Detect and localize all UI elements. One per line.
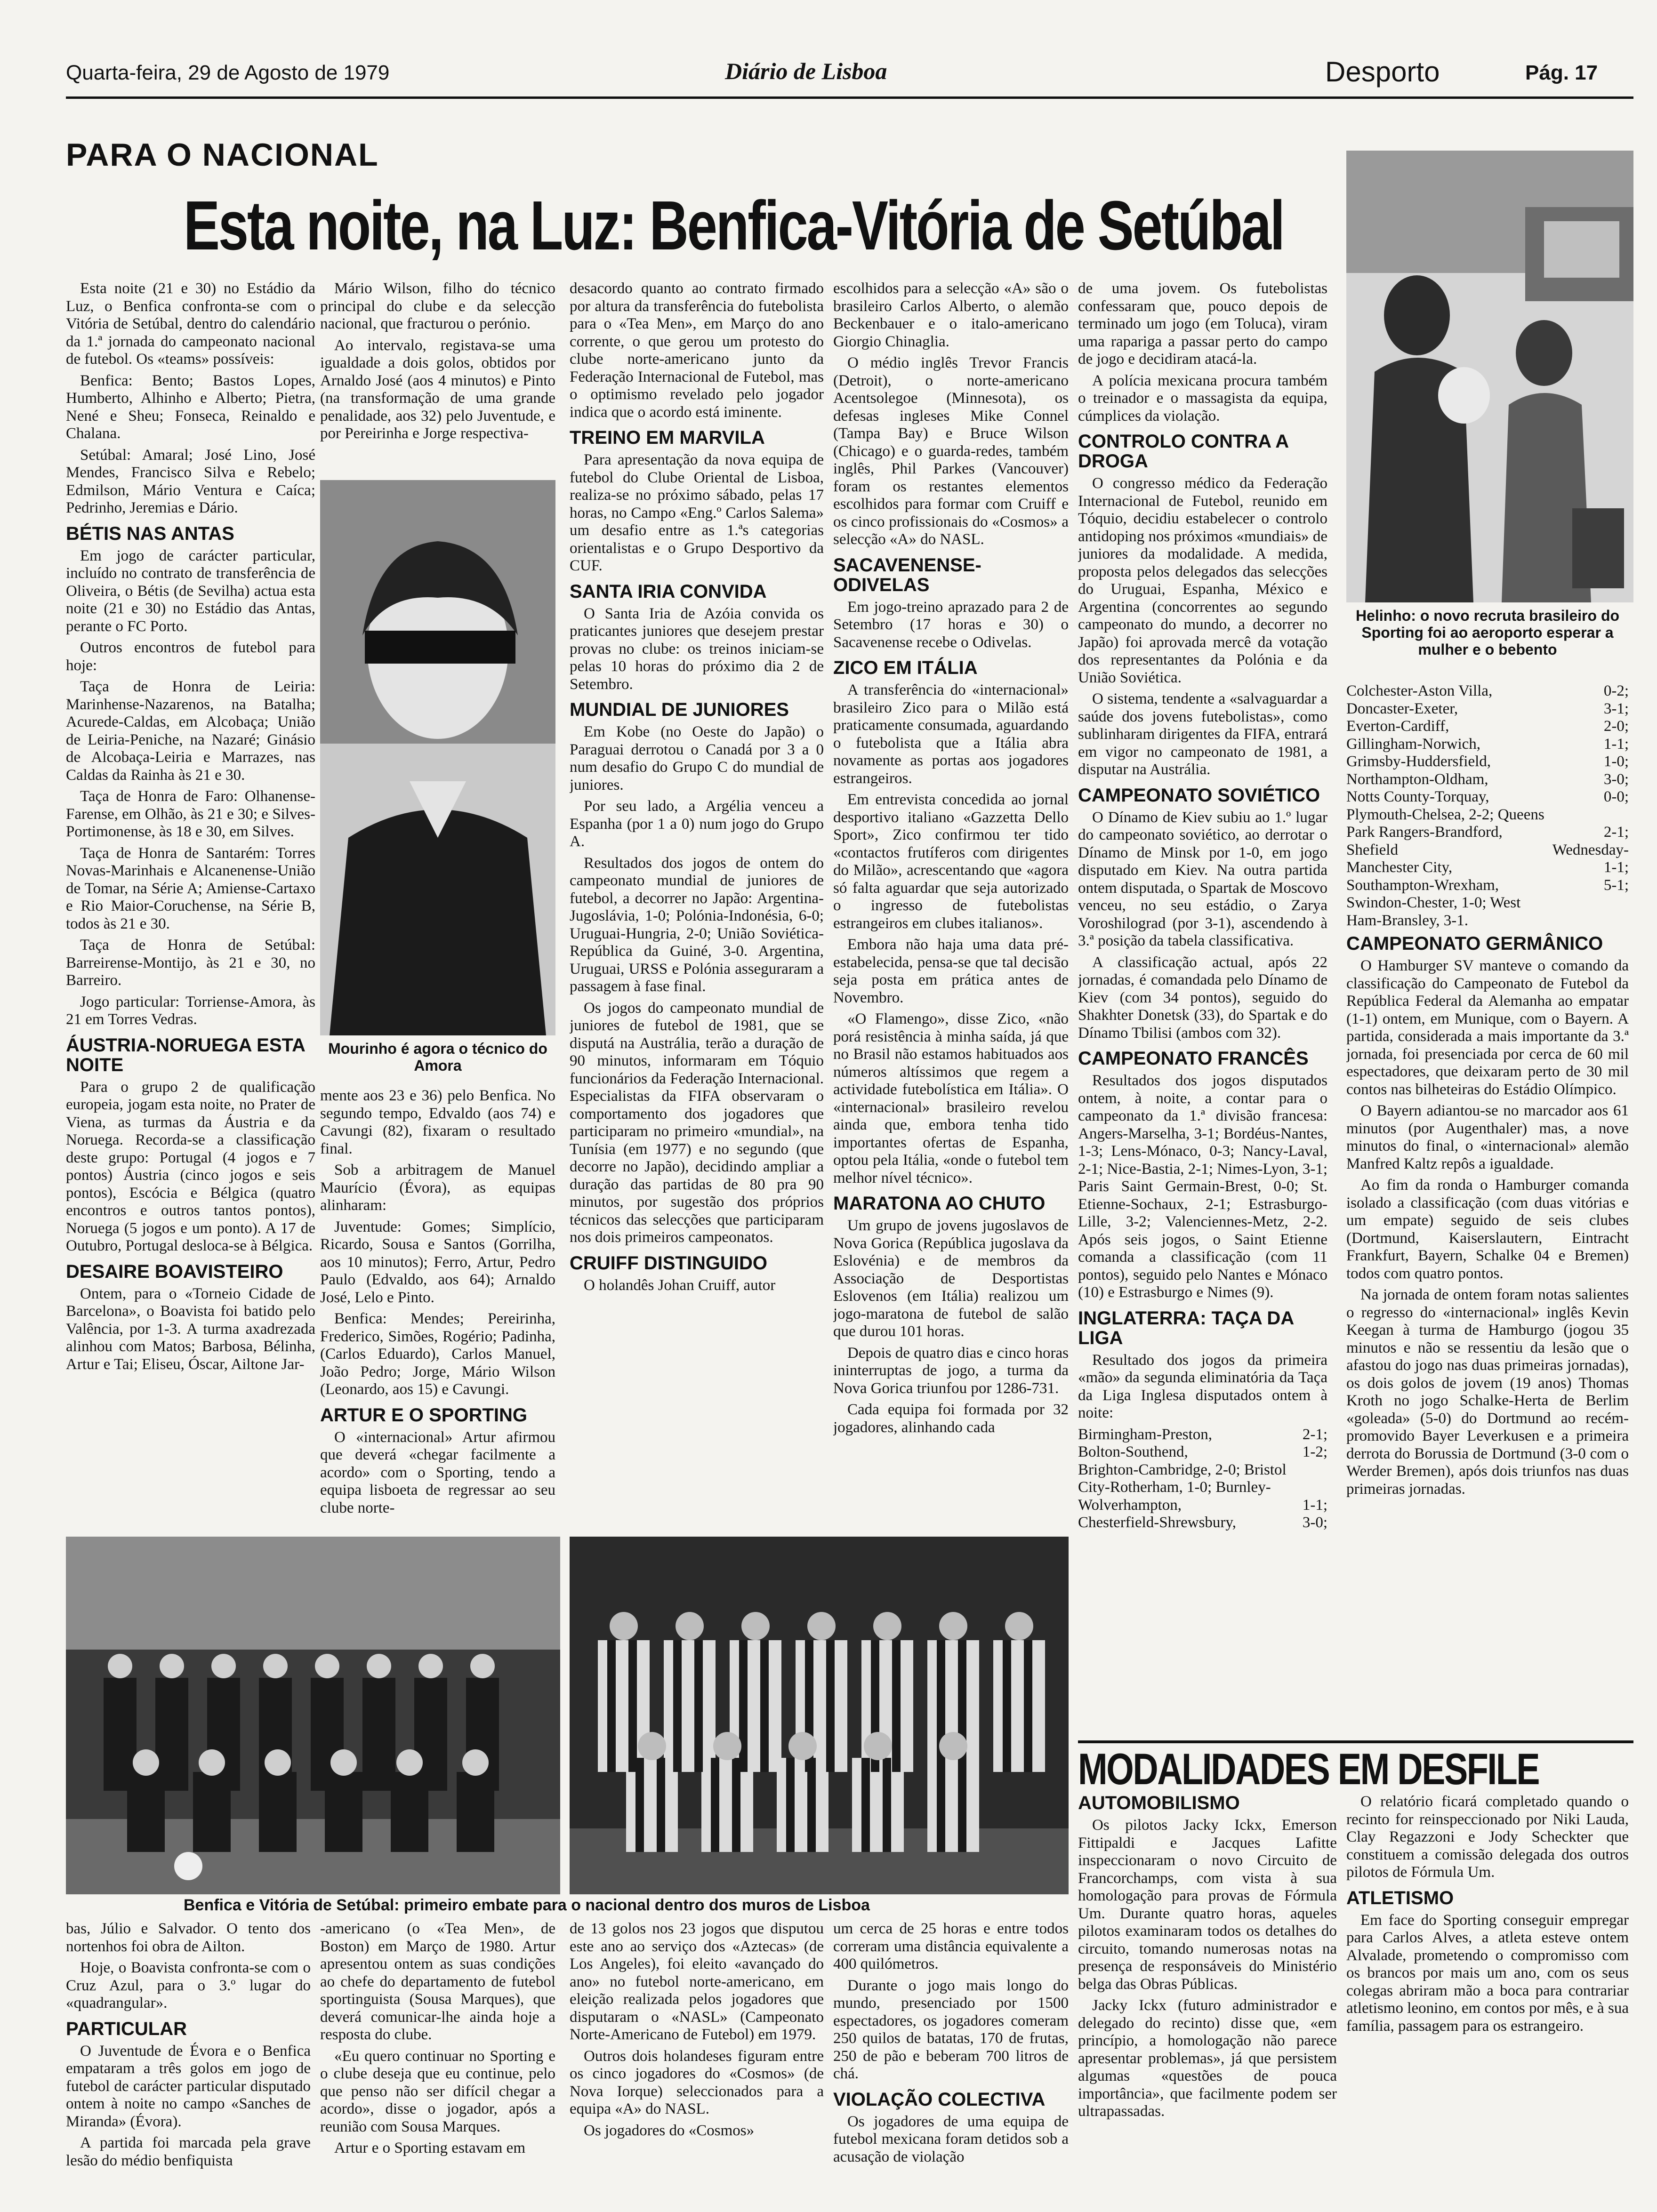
team-photo-caption: Benfica e Vitória de Setúbal: primeiro embate para o nacional dentro dos muros de Lisboa xyxy=(184,1896,870,1914)
result-row xyxy=(1078,1514,1327,1532)
article-paragraph: O «internacional» Artur afirmou que deverá «chegar facilmente a acordo» com o Sporting, tendo a equipa lisboeta de regressar ao seu clube norte- xyxy=(320,1428,555,1516)
result-score: 0-0; xyxy=(1603,788,1629,805)
article-paragraph: Resultados dos jogos disputados ontem, à noite, a contar para o campeonato da 1.ª divisão francesa: Angers-Marselha, 3-1; Bordéus-Nantes, 1-3; Lens-Mónaco, 0-3; Nancy-Laval, 2-1; Nice-Bastia, 2-1; Nimes-Lyon, 3-1; Paris Saint Germain-Brest, 0-0; St. Etienne-Sochaux, 2-1; Estrasburgo-Lille, 3-2; Valenciennes-Metz, 2-2. Após seis jogos, o Saint Etienne comanda a classificação (com 11 pontos), seguido pelo Nantes e Mónaco (10) e Estrasburgo e Nimes (9). xyxy=(1078,1072,1327,1301)
column-5 xyxy=(1078,280,1327,1734)
result-score: 2-1; xyxy=(1603,824,1629,841)
article-paragraph: Em jogo de carácter particular, incluído no contrato de transferência de Oliveira, o Bétis (de Sevilha) actua esta noite (21 e 30) no Estádio das Antas, perante o FC Porto. xyxy=(66,547,315,635)
issue-date: Quarta-feira, 29 de Agosto de 1979 xyxy=(66,61,390,84)
article-paragraph: A classificação actual, após 22 jornadas, é comandada pelo Dínamo de Kiev (com 34 pontos), seguido do Shakhter Donetsk (33), do Spartak e do Dínamo Tbilisi (ambos com 32). xyxy=(1078,954,1327,1042)
column-2-top xyxy=(320,280,555,478)
article-paragraph: O congresso médico da Federação Internacional de Futebol, reunido em Tóquio, decidiu estabelecer o controlo antidoping nos próximos «mundiais» de juniores da modalidade. A medida, proposta pelos delegados das selecções do Uruguai, Espanha, México e Argentina (concorrentes ao segundo campeonato do mundo, a decorrer no Japão) foi aprovada mercê da votação dos representantes da Polónia e da União Soviética. xyxy=(1078,475,1327,686)
article-paragraph: Resultado dos jogos da primeira «mão» da segunda eliminatória da Taça da Liga Inglesa disputados ontem à noite: xyxy=(1078,1351,1327,1421)
article-paragraph: Benfica: Mendes; Pereirinha, Frederico, Simões, Rogério; Padinha, (Carlos Eduardo), Carlos Manuel, João Pedro; Jorge, Mário Wilson (Leonardo, aos 15) e Cavungi. xyxy=(320,1310,555,1398)
article-paragraph: «O Flamengo», disse Zico, «não porá resistência à minha saída, já que no Brasil não estamos habituados aos números altíssimos que regem a actividade futebolística em Itália». O «internacional» brasileiro revelou ainda que, embora tenha tido importantes ofertas de Espanha, optou pela Itália, «onde o futebol tem melhor nível técnico». xyxy=(833,1010,1069,1186)
result-row xyxy=(1346,806,1629,824)
article-paragraph: Ontem, para o «Torneio Cidade de Barcelona», o Boavista foi batido pelo Valência, por 1-3. A turma axadrezada alinhou com Matos; Barbosa, Bélinha, Artur e Tai; Eliseu, Óscar, Ailtone Jar- xyxy=(66,1285,315,1373)
subheading: MARATONA AO CHUTO xyxy=(833,1193,1046,1214)
column-4 xyxy=(833,280,1069,1527)
article-paragraph: mente aos 23 e 36) pelo Benfica. No segundo tempo, Edvaldo (aos 74) e Cavungi (82), fixaram o resultado final. xyxy=(320,1087,555,1157)
article-paragraph: O holandês Johan Cruiff, autor xyxy=(584,1276,776,1294)
result-row xyxy=(1078,1497,1327,1515)
column-2-bottom xyxy=(320,1087,555,1530)
photo-helinho-airport xyxy=(1346,151,1633,602)
article-paragraph: O Hamburger SV manteve o comando da classificação do Campeonato de Futebol da República Federal da Alemanha ao empatar (1-1) ontem, em Munique, com o Bayern. A partida, considerada a mais importante da 3.ª jornada, foi presenciada por cerca de 60 mil espectadores, que deixaram perto de 30 mil contos nas bilheteiras do Estádio Olímpico. xyxy=(1346,957,1629,1098)
article-paragraph: Um grupo de jovens jugoslavos de Nova Gorica (República jugoslava da Eslovénia) e de membros da Associação de Desportistas Eslovenos (em Itália) realizou um jogo-maratona de futebol de salão que durou 101 horas. xyxy=(833,1217,1069,1340)
result-score: 1-1; xyxy=(1302,1496,1327,1514)
subheading: DESAIRE BOAVISTEIRO xyxy=(66,1261,283,1282)
article-paragraph: Taça de Honra de Santarém: Torres Novas-Marinhais e Alcanenense-União de Tomar, na Série A; Amiense-Cartaxo e Rio Maior-Coruchense, na Série B, todos às 21 e 30. xyxy=(66,844,315,932)
result-match: Colchester-Aston Villa, xyxy=(1346,682,1493,699)
result-score: 0-2; xyxy=(1603,682,1629,699)
bottom-column-1 xyxy=(66,1920,311,2193)
result-score: 1-0; xyxy=(1603,753,1629,770)
result-row xyxy=(1346,736,1629,753)
subheading: ÁUSTRIA-NORUEGA ESTA NOITE xyxy=(66,1034,305,1075)
photo-caption: Helinho: o novo recruta brasileiro do Sporting foi ao aeroporto esperar a mulher e o bebento xyxy=(1355,607,1620,658)
article-paragraph: Em face do Sporting conseguir empregar para Carlos Alves, a atleta esteve ontem Alvalade, prometendo o compromisso com os brancos por mais um ano, com os seus colegas abriram mão a boca para contrariar atletismo leonino, em contos por mês, e à sua família, passagem para os estrangeiro. xyxy=(1346,1911,1629,2035)
article-paragraph: Em Kobe (no Oeste do Japão) o Paraguai derrotou o Canadá por 3 a 0 num desafio do Grupo C do mundial de juniores. xyxy=(570,723,824,793)
subheading: SACAVENENSE-ODIVELAS xyxy=(833,554,981,595)
modalidades-title: MODALIDADES EM DESFILE xyxy=(1078,1744,1539,1794)
result-score: 3-1; xyxy=(1603,700,1629,717)
article-paragraph: Taça de Honra de Leiria: Marinhense-Nazarenos, na Batalha; Acurede-Caldas, em Alcobaça; União de Leiria-Peniche, na Nazaré; Ginásio de Alcobaça-Leiria e Marrazes, nas Caldas da Rainha às 21 e 30. xyxy=(66,678,315,784)
article-paragraph: A transferência do «internacional» brasileiro Zico para o Milão está praticamente consumada, aguardando o futebolista que a Itália abra novamente as portas aos jogadores estrangeiros. xyxy=(833,681,1069,787)
english-cup-results xyxy=(1346,682,1629,930)
article-paragraph: Em entrevista concedida ao jornal desportivo italiano «Gazzetta Dello Sport», Zico confirmou ter tido «contactos frutíferos com dirigentes do Milão», acrescentando que «agora só falta aguardar que seja autorizado o ingresso de futebolistas estrangeiros em clubes italianos». xyxy=(833,791,1069,932)
article-paragraph: de 13 golos nos 23 jogos que disputou este ano ao serviço dos «Aztecas» (de Los Angeles), foi eleito «avançado do ano» no futebol norte-americano, em eleição realizada pelos jogadores que disputaram o «NASL» (Campeonato Norte-Americano de Futebol) em 1979. xyxy=(570,1920,824,2043)
article-paragraph: O Santa Iria de Azóia convida os praticantes juniores que desejem prestar provas no clube: os treinos iniciam-se pelas 10 horas do próximo dia 2 de Setembro. xyxy=(570,605,824,693)
result-row xyxy=(1346,824,1629,842)
article-paragraph: Outros dois holandeses figuram entre os cinco jogadores do «Cosmos» (de Nova Iorque) seleccionados para a equipa «A» do NASL. xyxy=(570,2047,824,2117)
airport-photo-illustration xyxy=(1346,151,1633,602)
results-list xyxy=(1078,1426,1327,1532)
result-match: Wolverhampton, xyxy=(1078,1496,1182,1514)
article-paragraph: O sistema, tendente a «salvaguardar a saúde dos jovens futebolistas», como sublinharam dirigentes da FIFA, entrará em vigor no campeonato de 1981, a disputar na Austrália. xyxy=(1078,690,1327,778)
article-paragraph: Jacky Ickx (futuro administrador e delegado do recinto) disse que, «em princípio, a homologação não parece apresentar problemas», já que persistem algumas «questões de pouca importância», que facilmente podem ser ultrapassadas. xyxy=(1078,1997,1337,2120)
result-row xyxy=(1346,771,1629,789)
article-paragraph: Cada equipa foi formada por 32 jogadores, alinhando cada xyxy=(833,1401,1069,1436)
article-paragraph: Ao fim da ronda o Hamburger comanda isolado a classificação (com duas vitórias e um empate) seguido de seis clubes (Dortmund, Kaiserslautern, Eintracht Frankfurt, Bayern, Schalke 04 e Bremen) todos com quatro pontos. xyxy=(1346,1177,1629,1282)
article-paragraph: «Eu quero continuar no Sporting e o clube deseja que eu continue, pelo que penso não ser difícil chegar a acordo», disse o jogador, após a reunião com Sousa Marques. xyxy=(320,2047,555,2135)
article-paragraph: Sob a arbitragem de Manuel Maurício (Évora), as equipas alinharam: xyxy=(320,1162,555,1214)
result-score: 3-0; xyxy=(1302,1514,1327,1531)
bottom-column-4 xyxy=(833,1920,1069,2193)
article-paragraph: A polícia mexicana procura também o treinador e o massagista da equipa, cúmplices da violação. xyxy=(1078,372,1327,425)
result-row xyxy=(1346,842,1629,859)
result-row xyxy=(1078,1443,1327,1461)
subheading: CAMPEONATO SOVIÉTICO xyxy=(1078,785,1320,806)
result-match: Gillingham-Norwich, xyxy=(1346,735,1481,753)
article-paragraph: O Juventude de Évora e o Benfica empataram a três golos em jogo de futebol de carácter particular disputado ontem à noite no campo «Sanches de Miranda» (Évora). xyxy=(66,2042,311,2130)
result-row xyxy=(1078,1461,1327,1479)
modalidades-rule xyxy=(1078,1740,1633,1743)
result-row xyxy=(1346,700,1629,718)
team-photo-illustration xyxy=(66,1537,560,1894)
subheading: VIOLAÇÃO COLECTIVA xyxy=(833,2089,1046,2110)
article-paragraph: O Bayern adiantou-se no marcador aos 61 minutos (por Augenthaler) mas, a nove minutos do final, o «internacional» alemão Manfred Kaltz repôs a igualdade. xyxy=(1346,1102,1629,1172)
subheading: TREINO EM MARVILA xyxy=(570,427,765,448)
result-score: 2-0; xyxy=(1603,718,1629,735)
portrait-illustration xyxy=(320,480,555,1035)
article-paragraph: de uma jovem. Os futebolistas confessaram que, pouco depois de terminado um jogo (em Toluca), viram uma rapariga a passar perto do campo de jogo e decidiram atacá-la. xyxy=(1078,280,1327,368)
subheading: CRUIFF DISTINGUIDO xyxy=(570,1252,767,1274)
result-row xyxy=(1346,859,1629,877)
article-paragraph: Hoje, o Boavista confronta-se com o Cruz Azul, para o 3.º lugar do «quadrangular». xyxy=(66,1959,311,2012)
result-score: 2-1; xyxy=(1302,1426,1327,1443)
team-photo-illustration xyxy=(570,1537,1069,1894)
result-score: 1-1; xyxy=(1603,735,1629,753)
result-row xyxy=(1346,753,1629,771)
article-paragraph: A partida foi marcada pela grave lesão do médio benfiquista xyxy=(66,2134,311,2169)
article-paragraph: Na jornada de ontem foram notas salientes o regresso do «internacional» inglês Kevin Keegan à turma de Hamburgo (jogou 35 minutos e não se ressentiu da lesão que o afastou do jogo nas duas primeiras jornadas), os dois golos de jovem (19 anos) Thomas Kroth no jogo Schalke-Herta de Berlim «goleada» (5-0) do Dortmund ao recém-promovido Bayer Leverkusen e a primeira derrota do Borussia de Dortmund (3-0 com o Werder Bremen), após dois triunfos nas duas primeiras jornadas. xyxy=(1346,1286,1629,1498)
article-paragraph: Esta noite (21 e 30) no Estádio da Luz, o Benfica confronta-se com o Vitória de Setúbal, dentro do calendário da 1.ª jornada do campeonato nacional de futebol. Os «teams» possíveis: xyxy=(66,280,315,368)
article-paragraph: Os jogos do campeonato mundial de juniores de futebol de 1981, que se disputá na Austrália, terão a duração de 90 minutos, informaram em Tóquio funcionários da Federação Internacional. Especialistas da FIFA observaram o comportamento dos jogadores que participaram no primeiro «mundial», na Tunísia (em 1977) e no segundo (que decorre no Japão), decidindo ampliar a duração das partidas de 80 pra 90 minutos, por sugestão dos próprios técnicos das selecções que participaram nos dois primeiros campeonatos. xyxy=(570,999,824,1246)
subheading: MUNDIAL DE JUNIORES xyxy=(570,699,789,720)
page-number: Pág. 17 xyxy=(1525,61,1598,84)
subheading: CAMPEONATO FRANCÊS xyxy=(1078,1048,1309,1069)
subheading: INGLATERRA: TAÇA DA LIGA xyxy=(1078,1307,1294,1348)
result-match: Grimsby-Huddersfield, xyxy=(1346,753,1491,770)
article-paragraph: Juventude: Gomes; Simplício, Ricardo, Sousa e Santos (Gorrilha, aos 10 minutos); Ferro, Artur, Pedro Paulo (Edvaldo, aos 64); Arnaldo José, Lelo e Pinto. xyxy=(320,1218,555,1306)
subheading: CAMPEONATO GERMÂNICO xyxy=(1346,933,1603,954)
result-row xyxy=(1078,1479,1327,1497)
result-match: Everton-Cardiff, xyxy=(1346,718,1449,735)
result-match: Brighton-Cambridge, 2-0; Bristol xyxy=(1078,1461,1287,1478)
result-score: 1-2; xyxy=(1302,1443,1327,1460)
result-match: Northampton-Oldham, xyxy=(1346,770,1488,788)
result-row xyxy=(1346,718,1629,736)
article-paragraph: Jogo particular: Torriense-Amora, às 21 em Torres Vedras. xyxy=(66,993,315,1028)
article-paragraph: Benfica: Bento; Bastos Lopes, Humberto, Alhinho e Alberto; Pietra, Nené e Sheu; Fonseca, Reinaldo e Chalana. xyxy=(66,372,315,442)
photo-caption: Mourinho é agora o técnico do Amora xyxy=(328,1040,547,1074)
subheading: BÉTIS NAS ANTAS xyxy=(66,523,234,544)
result-match: Park Rangers-Brandford, xyxy=(1346,824,1503,841)
result-match: City-Rotherham, 1-0; Burnley- xyxy=(1078,1479,1271,1496)
header-rule xyxy=(66,96,1633,99)
result-row xyxy=(1346,682,1629,700)
result-row xyxy=(1346,894,1629,912)
subheading: ZICO EM ITÁLIA xyxy=(833,657,978,678)
article-paragraph: Os pilotos Jacky Ickx, Emerson Fittipaldi e Jacques Lafitte inspeccionaram o novo Circuito de Francorchamps, com vista à sua homologação para provas de Fórmula Um. Durante quatro horas, aqueles pilotos examinaram todos os detalhes do circuito, tomando numerosas notas na presença de responsáveis do Ministério belga das Obras Públicas. xyxy=(1078,1817,1337,1993)
article-paragraph: Para o grupo 2 de qualificação europeia, jogam esta noite, no Prater de Viena, as turmas da Áustria e da Noruega. Recorda-se a classificação deste grupo: Portugal (4 jogos e 7 pontos) Áustria (cinco jogos e seis pontos), Escócia e Bélgica (quatro encontros e outros tantos pontos), Noruega (5 jogos e um ponto). A 17 de Outubro, Portugal desloca-se à Bélgica. xyxy=(66,1078,315,1254)
article-paragraph: Depois de quatro dias e cinco horas ininterruptas de jogo, a turma da Nova Gorica triunfou por 1286-731. xyxy=(833,1344,1069,1397)
column-1 xyxy=(66,280,315,1527)
result-row xyxy=(1346,877,1629,895)
result-match: Shefield xyxy=(1346,841,1398,858)
team-photo-setubal xyxy=(570,1537,1069,1894)
article-paragraph: Embora não haja uma data pré-estabelecida, pensa-se que tal decisão seja posta em prática antes de Novembro. xyxy=(833,936,1069,1006)
result-row xyxy=(1346,788,1629,806)
result-match: Doncaster-Exeter, xyxy=(1346,700,1458,717)
modalidades-column-1 xyxy=(1078,1793,1337,2198)
article-paragraph: Durante o jogo mais longo do mundo, presenciado por 1500 espectadores, os jogadores comeram 250 quilos de batatas, 170 de frutas, 250 de pão e beberam 700 litros de chá. xyxy=(833,1977,1069,2082)
kicker: PARA O NACIONAL xyxy=(66,137,379,173)
section-name: Desporto xyxy=(1325,56,1440,88)
modalidades-column-2 xyxy=(1346,1793,1629,2198)
subheading: ARTUR E O SPORTING xyxy=(320,1404,528,1426)
article-paragraph: um cerca de 25 horas e entre todos correram uma distância equivalente a 400 quilómetros. xyxy=(833,1920,1069,1972)
result-match: Notts County-Torquay, xyxy=(1346,788,1489,805)
article-paragraph: O Dínamo de Kiev subiu ao 1.º lugar do campeonato soviético, ao derrotar o Dínamo de Minsk por 1-0, em jogo disputado em Kiev. Na outra partida ontem disputada, o Spartak de Moscovo venceu, no seu estádio, o Zarya Voroshilograd (por 3-1), ascendendo à 3.ª posição da tabela classificativa. xyxy=(1078,809,1327,949)
subheading: SANTA IRIA CONVIDA xyxy=(570,581,767,602)
result-score: 3-0; xyxy=(1603,770,1629,788)
article-paragraph: Os jogadores do «Cosmos» xyxy=(584,2122,755,2139)
result-match: Plymouth-Chelsea, 2-2; Queens xyxy=(1346,806,1544,823)
bottom-column-3 xyxy=(570,1920,824,2193)
article-paragraph: Os jogadores de uma equipa de futebol mexicana foram detidos sob a acusação de violação xyxy=(833,2113,1069,2165)
article-paragraph: Para apresentação da nova equipa de futebol do Clube Oriental de Lisboa, realiza-se no próximo sábado, pelas 17 horas, no Campo «Eng.º Carlos Salema» um desafio entre as 1.ªs categorias orientalistas e o Grupo Desportivo da CUF. xyxy=(570,451,824,574)
portrait-photo-mourinho xyxy=(320,480,555,1035)
result-match: Birmingham-Preston, xyxy=(1078,1426,1213,1443)
bottom-column-2 xyxy=(320,1920,555,2193)
article-paragraph: Artur e o Sporting estavam em xyxy=(334,2140,525,2156)
column-3 xyxy=(570,280,824,1527)
article-paragraph: -americano (o «Tea Men», de Boston) em Março de 1980. Artur apresentou ontem as suas condições ao chefe do departamento de futebol sportinguista (Sousa Marques), que deverá comunicar-lhe ainda hoje a resposta do clube. xyxy=(320,1920,555,2043)
article-paragraph: Outros encontros de futebol para hoje: xyxy=(66,639,315,674)
subheading: ATLETISMO xyxy=(1346,1887,1454,1908)
article-paragraph: Mário Wilson, filho do técnico principal do clube e da selecção nacional, que fracturou o perónio. xyxy=(320,280,555,332)
result-match: Southampton-Wrexham, xyxy=(1346,876,1499,894)
result-match: Ham-Bransley, 3-1. xyxy=(1346,912,1469,929)
result-score: 1-1; xyxy=(1603,859,1629,876)
masthead: Diário de Lisboa xyxy=(725,58,887,84)
article-paragraph: desacordo quanto ao contrato firmado por altura da transferência do futebolista para o «Tea Men», em Março do ano corrente, o que gerou um protesto do clube norte-americano junto da Federação Internacional de Futebol, mas o optimismo revelado pelo jogador indica que o acordo está iminente. xyxy=(570,280,824,421)
article-paragraph: O médio inglês Trevor Francis (Detroit), o norte-americano Acentsolegoe (Minnesota), os defesas ingleses Mike Connel (Tampa Bay) e Bruce Wilson (Chicago) e o guarda-redes, também inglês, Phil Parkes (Vancouver) foram os restantes elementos escolhidos para formar com Cruiff e os cinco profissionais do «Cosmos» a selecção «A» do NASL. xyxy=(833,354,1069,548)
result-row xyxy=(1078,1426,1327,1444)
article-paragraph: Taça de Honra de Faro: Olhanense-Farense, em Olhão, às 21 e 30; e Silves-Portimonense, às 18 e 30, em Silves. xyxy=(66,788,315,840)
column-6 xyxy=(1346,927,1629,1727)
subheading: PARTICULAR xyxy=(66,2018,187,2039)
subheading: AUTOMOBILISMO xyxy=(1078,1793,1240,1813)
article-paragraph: Em jogo-treino aprazado para 2 de Setembro (17 horas e 30) o Sacavenense recebe o Odivelas. xyxy=(833,598,1069,651)
team-photo-benfica xyxy=(66,1537,560,1894)
result-match: Bolton-Southend, xyxy=(1078,1443,1188,1460)
result-score: 5-1; xyxy=(1603,876,1629,894)
article-paragraph: bas, Júlio e Salvador. O tento dos nortenhos foi obra de Ailton. xyxy=(66,1920,311,1955)
article-paragraph: Setúbal: Amaral; José Lino, José Mendes, Francisco Silva e Rebelo; Edmilson, Mário Ventura e Caíca; Pedrinho, Jeremias e Dário. xyxy=(66,446,315,516)
result-match: Swindon-Chester, 1-0; West xyxy=(1346,894,1521,911)
article-paragraph: Por seu lado, a Argélia venceu a Espanha (por 1 a 0) num jogo do Grupo A. xyxy=(570,798,824,850)
page-headline: Esta noite, na Luz: Benfica-Vitória de Setúbal xyxy=(184,187,1284,264)
subheading: CONTROLO CONTRA A DROGA xyxy=(1078,431,1288,472)
result-score: Wednesday- xyxy=(1552,841,1629,858)
result-match: Chesterfield-Shrewsbury, xyxy=(1078,1514,1237,1531)
article-paragraph: Taça de Honra de Setúbal: Barreirense-Montijo, às 21 e 30, no Barreiro. xyxy=(66,937,315,989)
article-paragraph: escolhidos para a selecção «A» são o brasileiro Carlos Alberto, o alemão Beckenbauer e o italo-americano Giorgio Chinaglia. xyxy=(833,280,1069,350)
result-match: Manchester City, xyxy=(1346,859,1453,876)
article-paragraph: Ao intervalo, registava-se uma igualdade a dois golos, obtidos por Arnaldo José (aos 4 minutos) e Pinto (na transformação de uma grande penalidade, aos 32) pelo Juventude, e por Pereirinha e Jorge respectiva- xyxy=(320,337,555,442)
article-paragraph: O relatório ficará completado quando o recinto for reinspeccionado por Niki Lauda, Clay Regazzoni e Jody Scheckter que constituem a comissão delegada dos outros pilotos de Fórmula Um. xyxy=(1346,1793,1629,1881)
article-paragraph: Resultados dos jogos de ontem do campeonato mundial de juniores de futebol, a decorrer no Japão: Argentina-Jugoslávia, 1-0; Polónia-Indonésia, 6-0; Uruguai-Hungria, 2-0; União Soviética-República da Guiné, 3-0. Argentina, Uruguai, URSS e Polónia asseguraram a passagem à fase final. xyxy=(570,854,824,995)
